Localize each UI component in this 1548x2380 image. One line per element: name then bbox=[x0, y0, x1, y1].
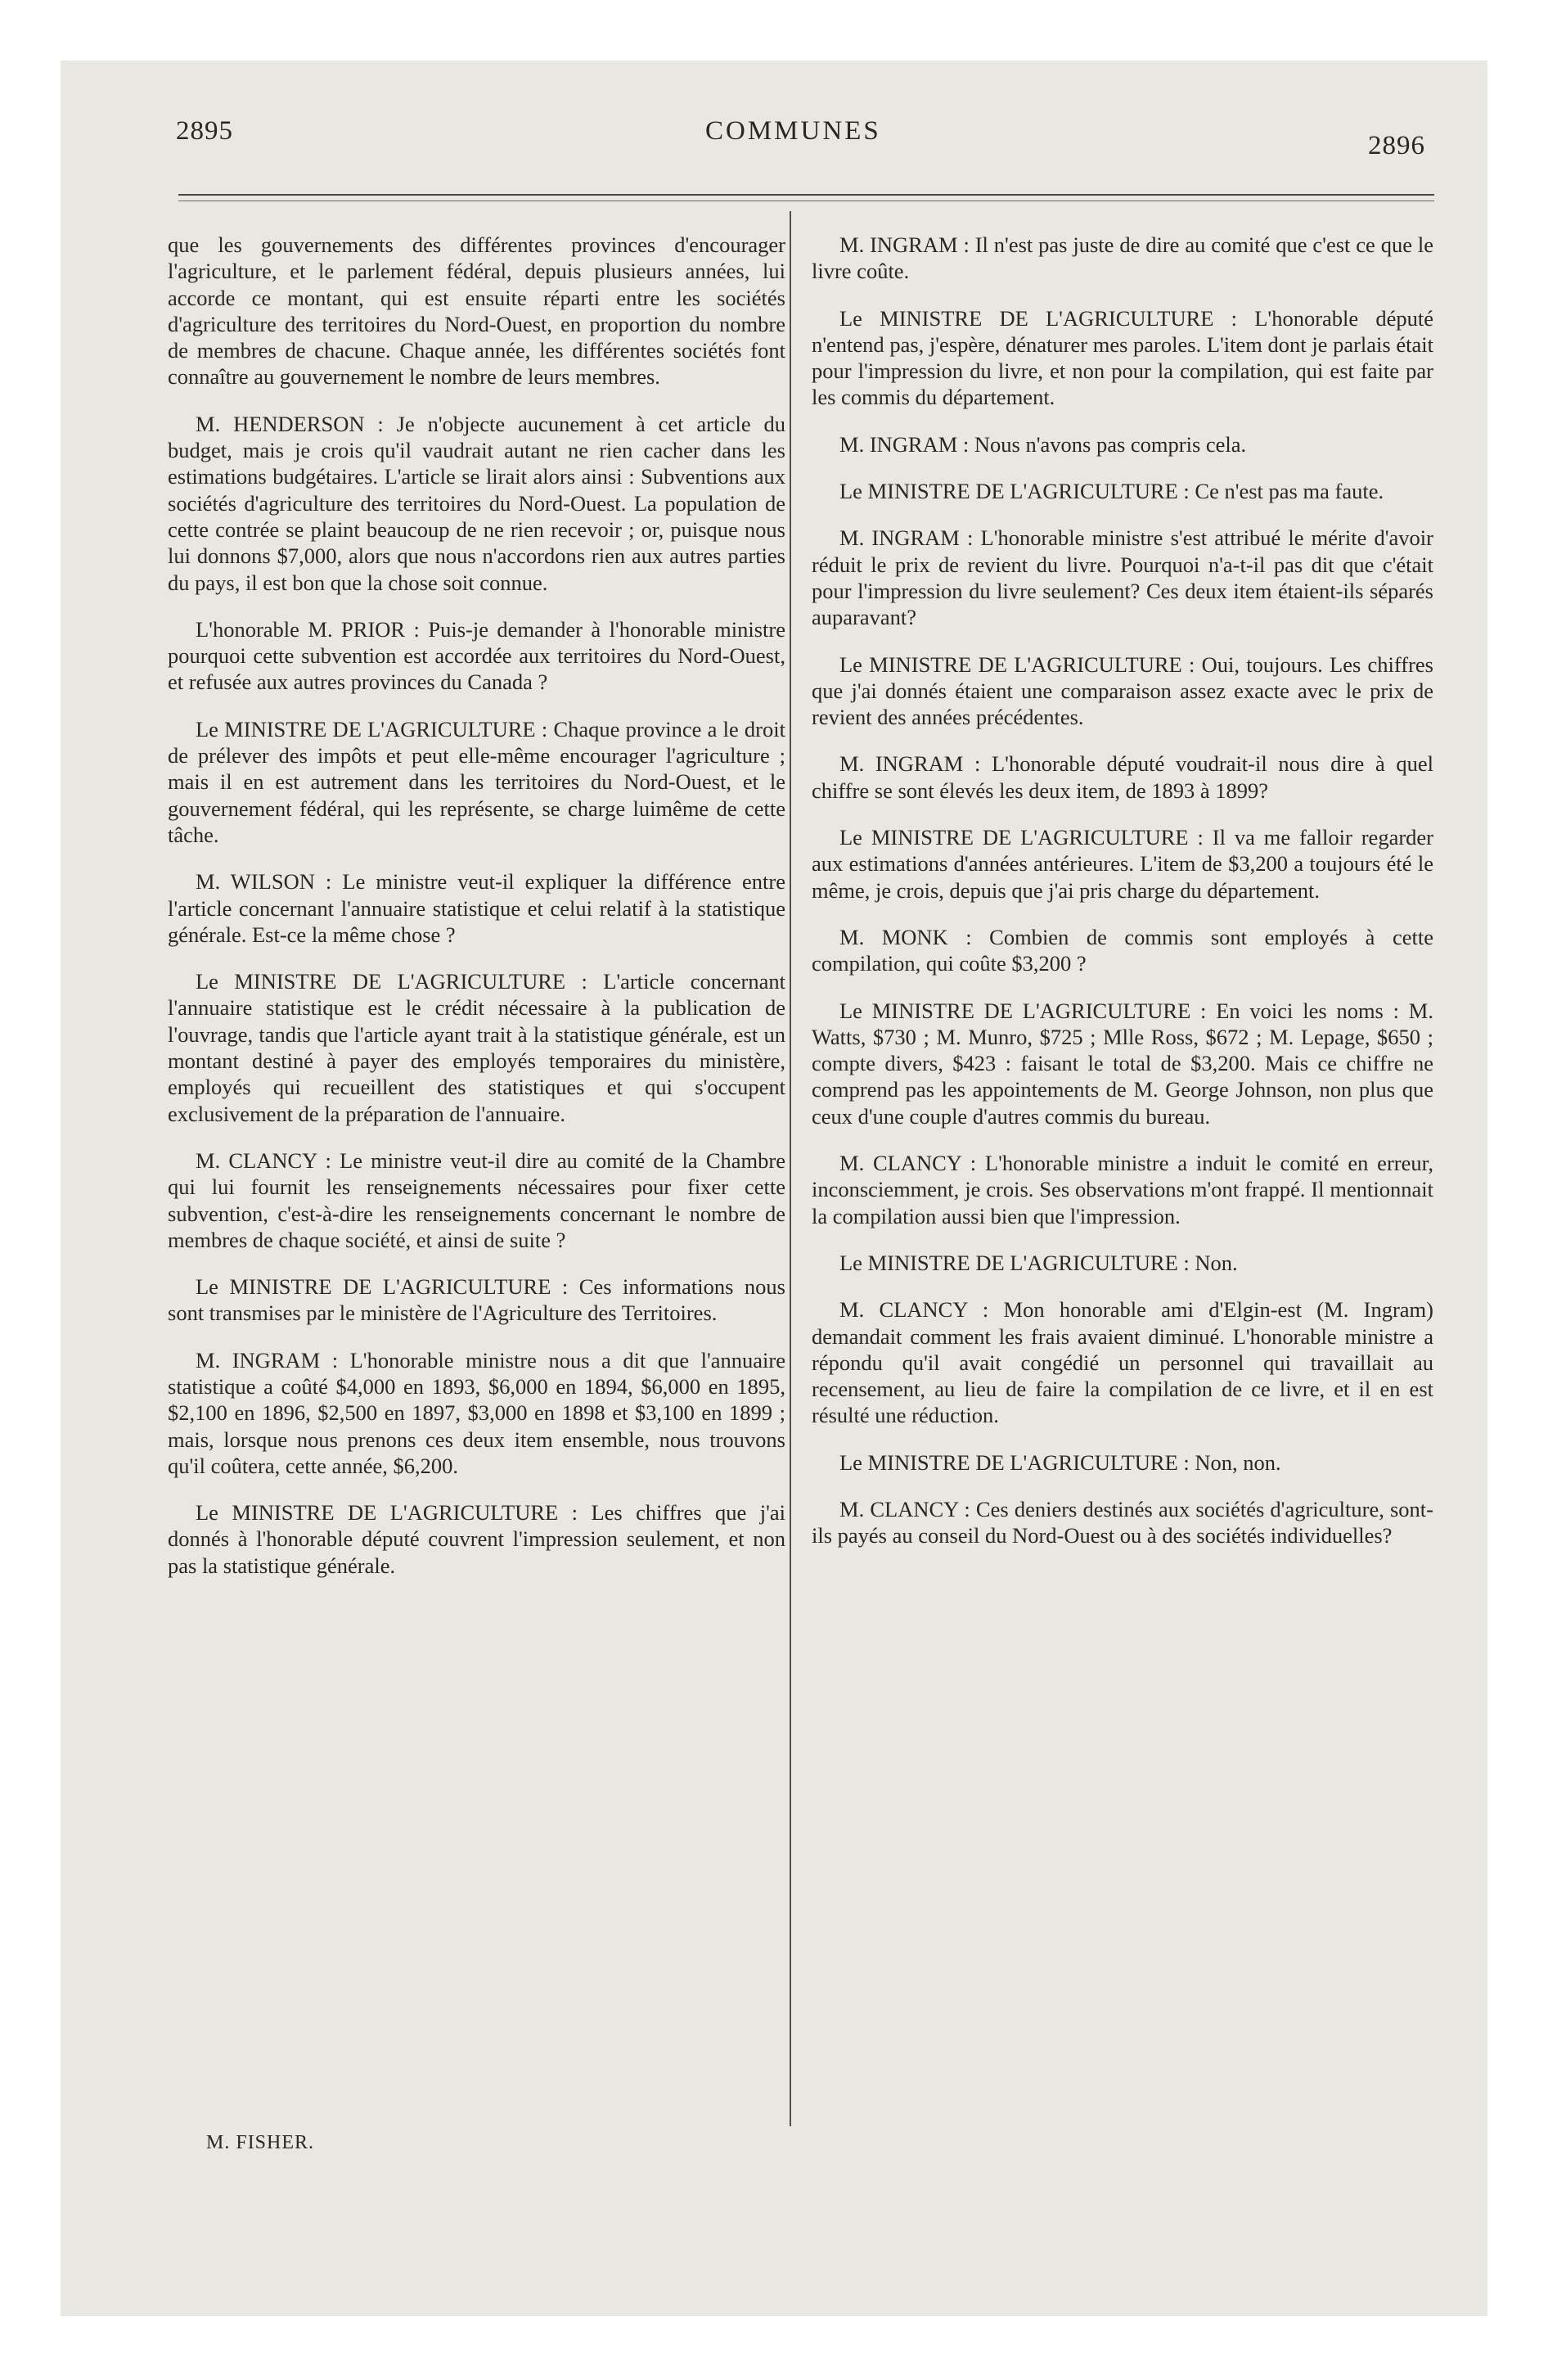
paragraph: Le MINISTRE DE L'AGRICULTURE : Chaque province a le droit de prélever des impôts et peut elle-même encourager l'agriculture ; mais il en est autrement dans les territoires du Nord-Ouest, et le gouvernement fédéral, qui les représente, se charge luimême de cette tâche. bbox=[168, 716, 785, 847]
paragraph: M. INGRAM : Nous n'avons pas compris cela. bbox=[839, 431, 1247, 457]
paragraph: Le MINISTRE DE L'AGRICULTURE : Oui, toujours. Les chiffres que j'ai donnés étaient une comparaison assez exacte avec le prix de revient des années précédentes. bbox=[812, 651, 1433, 730]
paragraph: Le MINISTRE DE L'AGRICULTURE : L'article concernant l'annuaire statistique est le crédit nécessaire à la publication de l'ouvrage, tandis que l'article ayant trait à la statistique générale, est un montant destiné à payer des employés temporaires du ministère, employés qui recueillent des statistiques et qui s'occupent exclusivement de la préparation de l'annuaire. bbox=[168, 969, 785, 1126]
paragraph: Le MINISTRE DE L'AGRICULTURE : Non. bbox=[839, 1250, 1238, 1275]
paragraph: M. INGRAM : L'honorable ministre nous a dit que l'annuaire statistique a coûté $4,000 en 1893, $6,000 en 1894, $6,000 en 1895, $2,100 en 1896, $2,500 en 1897, $3,000 en 1898 et $3,100 en 1899 ; mais, lorsque nous prenons ces deux item ensemble, nous trouvons qu'il coûtera, cette année, $6,200. bbox=[168, 1347, 785, 1478]
paragraph: M. INGRAM : Il n'est pas juste de dire au comité que c'est ce que le livre coûte. bbox=[812, 232, 1433, 284]
column-divider bbox=[790, 211, 791, 2126]
paragraph: que les gouvernements des différentes provinces d'encourager l'agriculture, et le parlement fédéral, depuis plusieurs années, lui accorde ce montant, qui est ensuite réparti entre les sociétés d'agriculture des territoires du Nord-Ouest, en proportion du nombre de membres de chacune. Chaque année, les différentes sociétés font connaître au gouvernement le nombre de leurs membres. bbox=[168, 232, 785, 390]
paragraph: L'honorable M. PRIOR : Puis-je demander à l'honorable ministre pourquoi cette subvention est accordée aux territoires du Nord-Ouest, et refusée aux autres provinces du Canada ? bbox=[168, 616, 785, 695]
paragraph: M. CLANCY : L'honorable ministre a induit le comité en erreur, inconsciemment, je crois. Ses observations m'ont frappé. Il mentionnait la compilation aussi bien que l'impression. bbox=[812, 1151, 1433, 1228]
paragraph: M. INGRAM : L'honorable ministre s'est attribué le mérite d'avoir réduit le prix de revient du livre. Pourquoi n'a-t-il pas dit que c'était pour l'impression du livre seulement? Ces deux item étaient-ils séparés auparavant? bbox=[812, 525, 1433, 630]
paragraph: Le MINISTRE DE L'AGRICULTURE : Il va me falloir regarder aux estimations d'années antérieures. L'item de $3,200 a toujours été le même, je crois, depuis que j'ai pris charge du département. bbox=[812, 825, 1433, 903]
right-column bbox=[812, 232, 1433, 1570]
paragraph: Le MINISTRE DE L'AGRICULTURE : Ces informations nous sont transmises par le ministère de l'Agriculture des Territoires. bbox=[168, 1274, 785, 1326]
paragraph: Le MINISTRE DE L'AGRICULTURE : L'honorable député n'entend pas, j'espère, dénaturer mes paroles. L'item dont je parlais était pour l'impression du livre, et non pour la compilation, qui est faite par les commis du département. bbox=[812, 305, 1433, 410]
header-rule bbox=[178, 194, 1434, 196]
left-column bbox=[168, 232, 785, 1599]
paragraph: Le MINISTRE DE L'AGRICULTURE : Les chiffres que j'ai donnés à l'honorable député couvrent l'impression seulement, et non pas la statistique générale. bbox=[168, 1500, 785, 1578]
paragraph: Le MINISTRE DE L'AGRICULTURE : Ce n'est pas ma faute. bbox=[839, 479, 1384, 504]
signature: M. FISHER. bbox=[206, 2132, 315, 2153]
paragraph: M. INGRAM : L'honorable député voudrait-il nous dire à quel chiffre se sont élevés les deux item, de 1893 à 1899? bbox=[812, 751, 1433, 803]
paragraph: M. CLANCY : Le ministre veut-il dire au comité de la Chambre qui lui fournit les renseignements nécessaires pour fixer cette subvention, c'est-à-dire les renseignements concernant le nombre de membres de chaque société, et ainsi de suite ? bbox=[168, 1147, 785, 1252]
paragraph: M. MONK : Combien de commis sont employés à cette compilation, qui coûte $3,200 ? bbox=[812, 924, 1433, 976]
paragraph: M. CLANCY : Mon honorable ami d'Elgin-est (M. Ingram) demandait comment les frais avaient diminué. L'honorable ministre a répondu qu'il avait congédié un personnel qui travaillait au recensement, au lieu de faire la compilation de ce livre, et il en est résulté une réduction. bbox=[812, 1297, 1433, 1428]
paragraph: M. HENDERSON : Je n'objecte aucunement à cet article du budget, mais je crois qu'il vaudrait autant ne rien cacher dans les estimations budgétaires. L'article se lirait alors ainsi : Subventions aux sociétés d'agriculture des territoires du Nord-Ouest. La population de cette contrée se plaint beaucoup de ne rien recevoir ; or, puisque nous lui donnons $7,000, alors que nous n'accordons rien aux autres parties du pays, il est bon que la chose soit connue. bbox=[168, 411, 785, 595]
paragraph: Le MINISTRE DE L'AGRICULTURE : Non, non. bbox=[839, 1449, 1281, 1475]
page-number-left: 2895 bbox=[176, 116, 233, 146]
page-number-right: 2896 bbox=[1368, 131, 1425, 160]
paragraph: M. WILSON : Le ministre veut-il expliquer la différence entre l'article concernant l'annuaire statistique et celui relatif à la statistique générale. Est-ce la même chose ? bbox=[168, 869, 785, 947]
page-title: COMMUNES bbox=[705, 116, 881, 146]
paragraph: M. CLANCY : Ces deniers destinés aux sociétés d'agriculture, sont-ils payés au conseil du Nord-Ouest ou à des sociétés individuelles? bbox=[812, 1496, 1433, 1548]
paragraph: Le MINISTRE DE L'AGRICULTURE : En voici les noms : M. Watts, $730 ; M. Munro, $725 ; Mlle Ross, $672 ; M. Lepage, $650 ; compte divers, $423 : faisant le total de $3,200. Mais ce chiffre ne comprend pas les appointements de M. George Johnson, non plus que ceux d'une couple d'autres commis du bureau. bbox=[812, 998, 1433, 1129]
